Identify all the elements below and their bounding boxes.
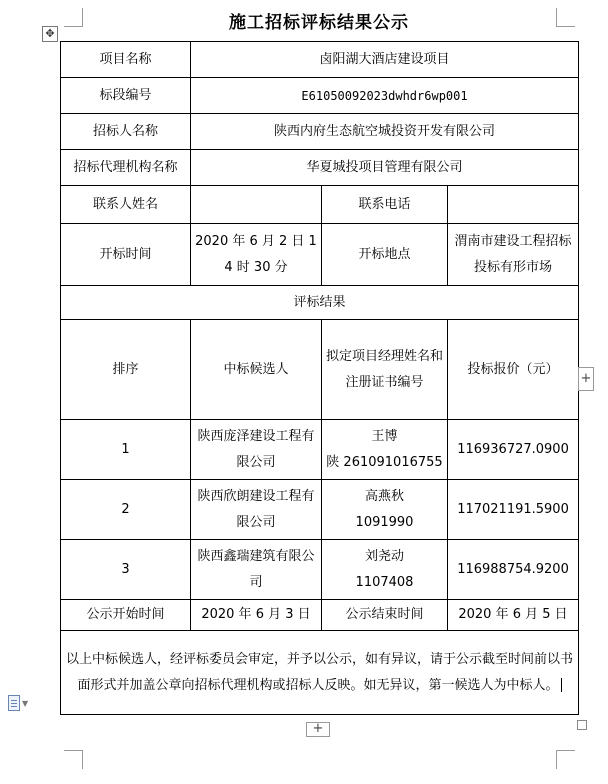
table-row [61, 114, 579, 150]
candidate-name-cell[interactable]: 陕西庞泽建设工程有限公司 [191, 420, 322, 480]
manager-name: 高燕秋 [364, 488, 404, 504]
column-header: 中标候选人 [191, 320, 322, 420]
dropdown-arrow-icon: ▼ [22, 699, 29, 708]
column-header: 投标报价（元） [448, 320, 579, 420]
price-cell[interactable]: 116936727.0900 [448, 420, 579, 480]
rank-cell[interactable]: 3 [61, 540, 191, 600]
section-header: 评标结果 [61, 286, 579, 320]
value-cell[interactable]: 卤阳湖大酒店建设项目 [191, 42, 579, 78]
manager-cell[interactable] [322, 420, 448, 480]
table-row [61, 600, 579, 631]
table-row [61, 78, 579, 114]
certificate-number: 1107408 [355, 574, 414, 590]
manager-name: 王博 [371, 428, 398, 444]
table-row [61, 631, 579, 715]
label-cell: 公示开始时间 [61, 600, 191, 631]
manager-cell[interactable] [322, 480, 448, 540]
value-cell[interactable] [448, 186, 579, 224]
table-row [61, 480, 579, 540]
manager-cell[interactable] [322, 540, 448, 600]
value-cell[interactable] [191, 186, 322, 224]
table-resize-handle[interactable] [577, 720, 587, 730]
label-cell: 标段编号 [61, 78, 191, 114]
certificate-number: 陕 261091016755 [326, 454, 443, 470]
table-row [61, 224, 579, 286]
results-table [60, 41, 579, 715]
add-row-button[interactable]: + [306, 722, 330, 737]
table-move-handle-icon[interactable]: ✥ [42, 26, 58, 42]
value-cell[interactable]: 华夏城投项目管理有限公司 [191, 150, 579, 186]
table-row [61, 42, 579, 78]
price-cell[interactable]: 116988754.9200 [448, 540, 579, 600]
table-row [61, 540, 579, 600]
page-corner-mark [556, 750, 575, 769]
value-cell[interactable]: 2020 年 6 月 2 日 14 时 30 分 [191, 224, 322, 286]
table-row [61, 420, 579, 480]
label-cell: 招标人名称 [61, 114, 191, 150]
column-header: 拟定项目经理姓名和注册证书编号 [322, 320, 448, 420]
label-cell: 联系电话 [322, 186, 448, 224]
document-icon [8, 695, 20, 711]
paste-options-icon[interactable] [6, 695, 32, 713]
label-cell: 公示结束时间 [322, 600, 448, 631]
table-row [61, 286, 579, 320]
table-header-row [61, 320, 579, 420]
label-cell: 开标地点 [322, 224, 448, 286]
page-corner-mark [64, 750, 83, 769]
label-cell: 项目名称 [61, 42, 191, 78]
rank-cell[interactable]: 2 [61, 480, 191, 540]
value-cell[interactable]: 2020 年 6 月 5 日 [448, 600, 579, 631]
label-cell: 招标代理机构名称 [61, 150, 191, 186]
label-cell: 联系人姓名 [61, 186, 191, 224]
note-cell[interactable] [61, 631, 579, 715]
table-row [61, 150, 579, 186]
add-column-button[interactable]: + [578, 367, 594, 391]
manager-name: 刘尧动 [364, 548, 404, 564]
column-header: 排序 [61, 320, 191, 420]
label-cell: 开标时间 [61, 224, 191, 286]
value-cell[interactable]: E61050092023dwhdr6wp001 [191, 78, 579, 114]
value-cell[interactable]: 渭南市建设工程招标投标有形市场 [448, 224, 579, 286]
candidate-name-cell[interactable]: 陕西鑫瑞建筑有限公司 [191, 540, 322, 600]
document-title: 施工招标评标结果公示 [229, 13, 409, 33]
text-cursor [561, 678, 562, 692]
note-text: 以上中标候选人，经评标委员会审定，并予以公示，如有异议，请于公示截至时间前以书面形式并加盖公章向招标代理机构或招标人反映。如无异议，第一候选人为中标人。 [66, 651, 574, 693]
candidate-name-cell[interactable]: 陕西欣朗建设工程有限公司 [191, 480, 322, 540]
value-cell[interactable]: 陕西内府生态航空城投资开发有限公司 [191, 114, 579, 150]
value-cell[interactable]: 2020 年 6 月 3 日 [191, 600, 322, 631]
table-row [61, 186, 579, 224]
certificate-number: 1091990 [355, 514, 414, 530]
rank-cell[interactable]: 1 [61, 420, 191, 480]
price-cell[interactable]: 117021191.5900 [448, 480, 579, 540]
